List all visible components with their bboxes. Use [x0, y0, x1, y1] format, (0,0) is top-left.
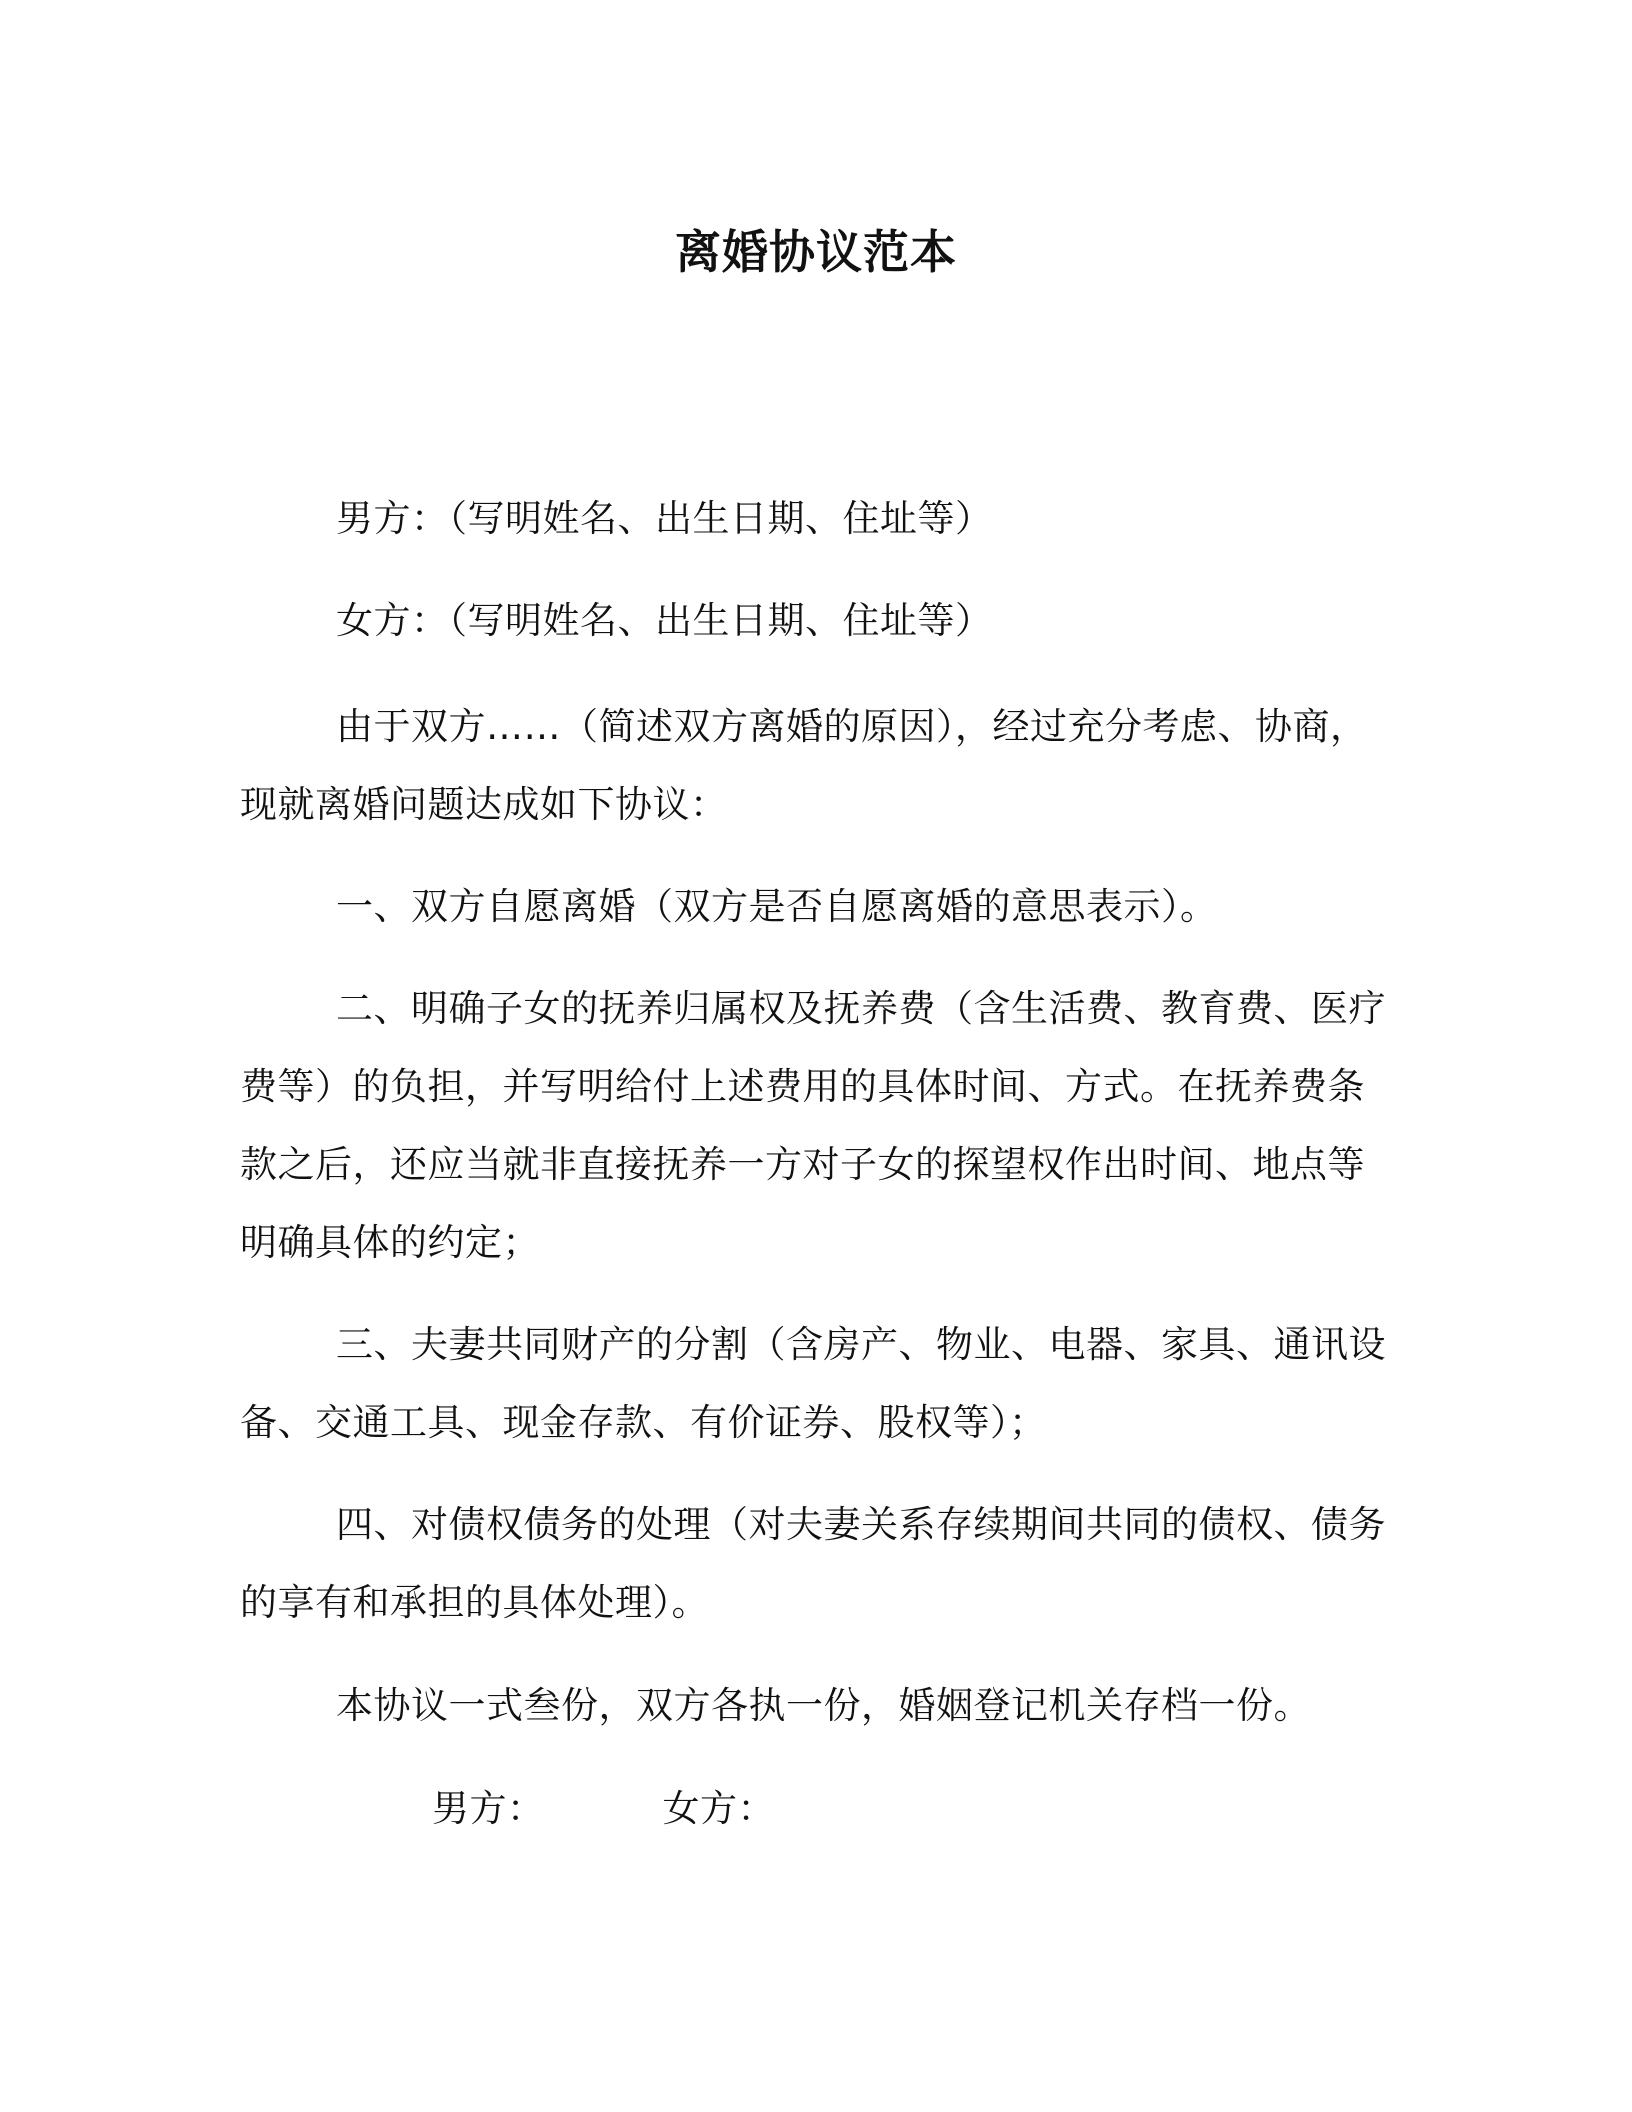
signature-line — [240, 1770, 1386, 1848]
paragraph-clause-3: 三、夫妻共同财产的分割（含房产、物业、电器、家具、通讯设备、交通工具、现金存款、有价证券、股权等）； — [240, 1323, 1386, 1444]
paragraph-female-party: 女方：（写明姓名、出生日期、住址等） — [336, 599, 993, 642]
paragraph-clause-4: 四、对债权债务的处理（对夫妻关系存续期间共同的债权、债务的享有和承担的具体处理）。 — [240, 1503, 1386, 1624]
signature-female-label: 女方： — [662, 1787, 775, 1830]
paragraph-copies: 本协议一式叁份，双方各执一份，婚姻登记机关存档一份。 — [336, 1684, 1311, 1727]
document-title: 离婚协议范本 — [675, 225, 957, 279]
paragraph-clause-1: 一、双方自愿离婚（双方是否自愿离婚的意思表示）。 — [336, 885, 1218, 928]
paragraph-clause-2: 二、明确子女的抚养归属权及抚养费（含生活费、教育费、医疗费等）的负担，并写明给付上述费用的具体时间、方式。在抚养费条款之后，还应当就非直接抚养一方对子女的探望权作出时间、地点等明确具体的约定； — [240, 987, 1386, 1264]
paragraph-male-party: 男方：（写明姓名、出生日期、住址等） — [336, 497, 993, 540]
paragraph-preamble: 由于双方……（简述双方离婚的原因），经过充分考虑、协商，现就离婚问题达成如下协议： — [240, 705, 1368, 826]
signature-male-label: 男方： — [432, 1787, 545, 1830]
